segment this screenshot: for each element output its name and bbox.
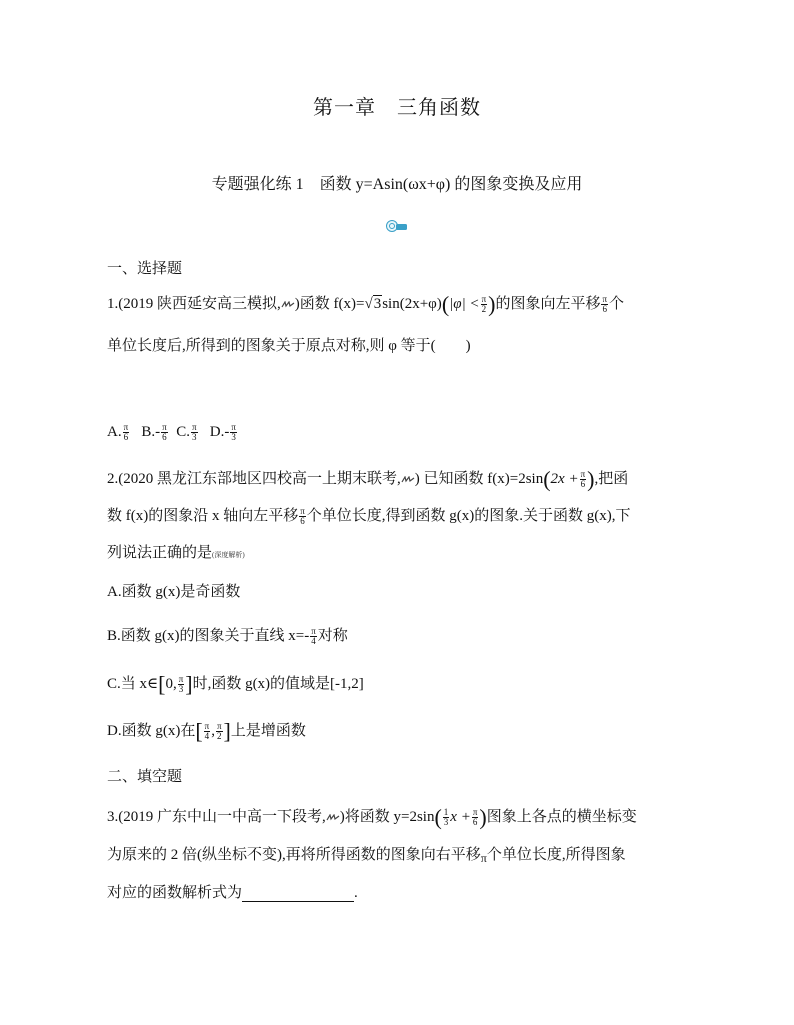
question-1-line-1: 1.(2019 陕西延安高三模拟, )函数 f(x)=√3sin(2x+φ)(|φ| < $\frac{\pi}{2}$ )的图象向左平移 $\frac{\pi}{6}$ 个: [107, 291, 625, 317]
chapter-title: 第一章 三角函数: [313, 97, 481, 119]
answer-blank-input[interactable]: [242, 887, 354, 902]
difficulty-stars-icon: [281, 301, 295, 309]
option-d[interactable]: D.- $\frac{\pi}{3}$: [209, 422, 236, 443]
video-badge-icon[interactable]: [386, 219, 408, 233]
question-2-line-2: 数 f(x)的图象沿 x 轴向左平移 $\frac{\pi}{6}$ 个单位长度,得到函数 g(x)的图象.关于函数 g(x),下: [107, 506, 631, 527]
question-3-line-2: 为原来的 2 倍(纵坐标不变),再将所得函数的图象向右平移$_\pi$个单位长度,所得图象: [107, 847, 626, 865]
option-d[interactable]: D.函数 g(x)在[ $\frac{\pi}{4}$ , $\frac{\pi}{2}$ ]上是增函数: [107, 718, 306, 744]
option-b[interactable]: B.函数 g(x)的图象关于直线 x=- $\frac{\pi}{4}$ 对称: [107, 626, 348, 647]
question-3-line-3: 对应的函数解析式为 .: [107, 885, 358, 901]
question-2-line-3: 列说法正确的是(深度解析): [107, 545, 245, 561]
option-c[interactable]: C. $\frac{\pi}{3}$: [176, 422, 197, 443]
option-a[interactable]: A. $\frac{\pi}{6}$: [107, 422, 129, 443]
option-a[interactable]: A.函数 g(x)是奇函数: [107, 584, 241, 600]
question-1-options: [107, 423, 238, 442]
question-2-line-1: 2.(2020 黑龙江东部地区四校高一上期末联考, ) 已知函数 f(x)=2sin(2x + $\frac{\pi}{6}$ ),把函: [107, 466, 629, 492]
option-b[interactable]: B.- $\frac{\pi}{6}$: [141, 422, 167, 443]
section-subtitle: 专题强化练 1 函数 y=Asin(ωx+φ) 的图象变换及应用: [211, 176, 583, 193]
section-heading-choice: 一、选择题: [107, 261, 183, 277]
question-3-line-1: 3.(2019 广东中山一中高一下段考, )将函数 y=2sin( $\frac{1}{3}$ x + $\frac{\pi}{6}$ )图象上各点的横坐标变: [107, 804, 637, 830]
deep-analysis-tag[interactable]: (深度解析): [212, 551, 245, 559]
difficulty-stars-icon: [401, 476, 415, 484]
option-c[interactable]: C.当 x∈[0, $\frac{\pi}{3}$ ]时,函数 g(x)的值域是[-1,2]: [107, 671, 364, 697]
question-1-line-2: 单位长度后,所得到的图象关于原点对称,则 φ 等于( ): [107, 338, 471, 354]
difficulty-stars-icon: [326, 814, 340, 822]
section-heading-fill: 二、填空题: [107, 769, 183, 785]
